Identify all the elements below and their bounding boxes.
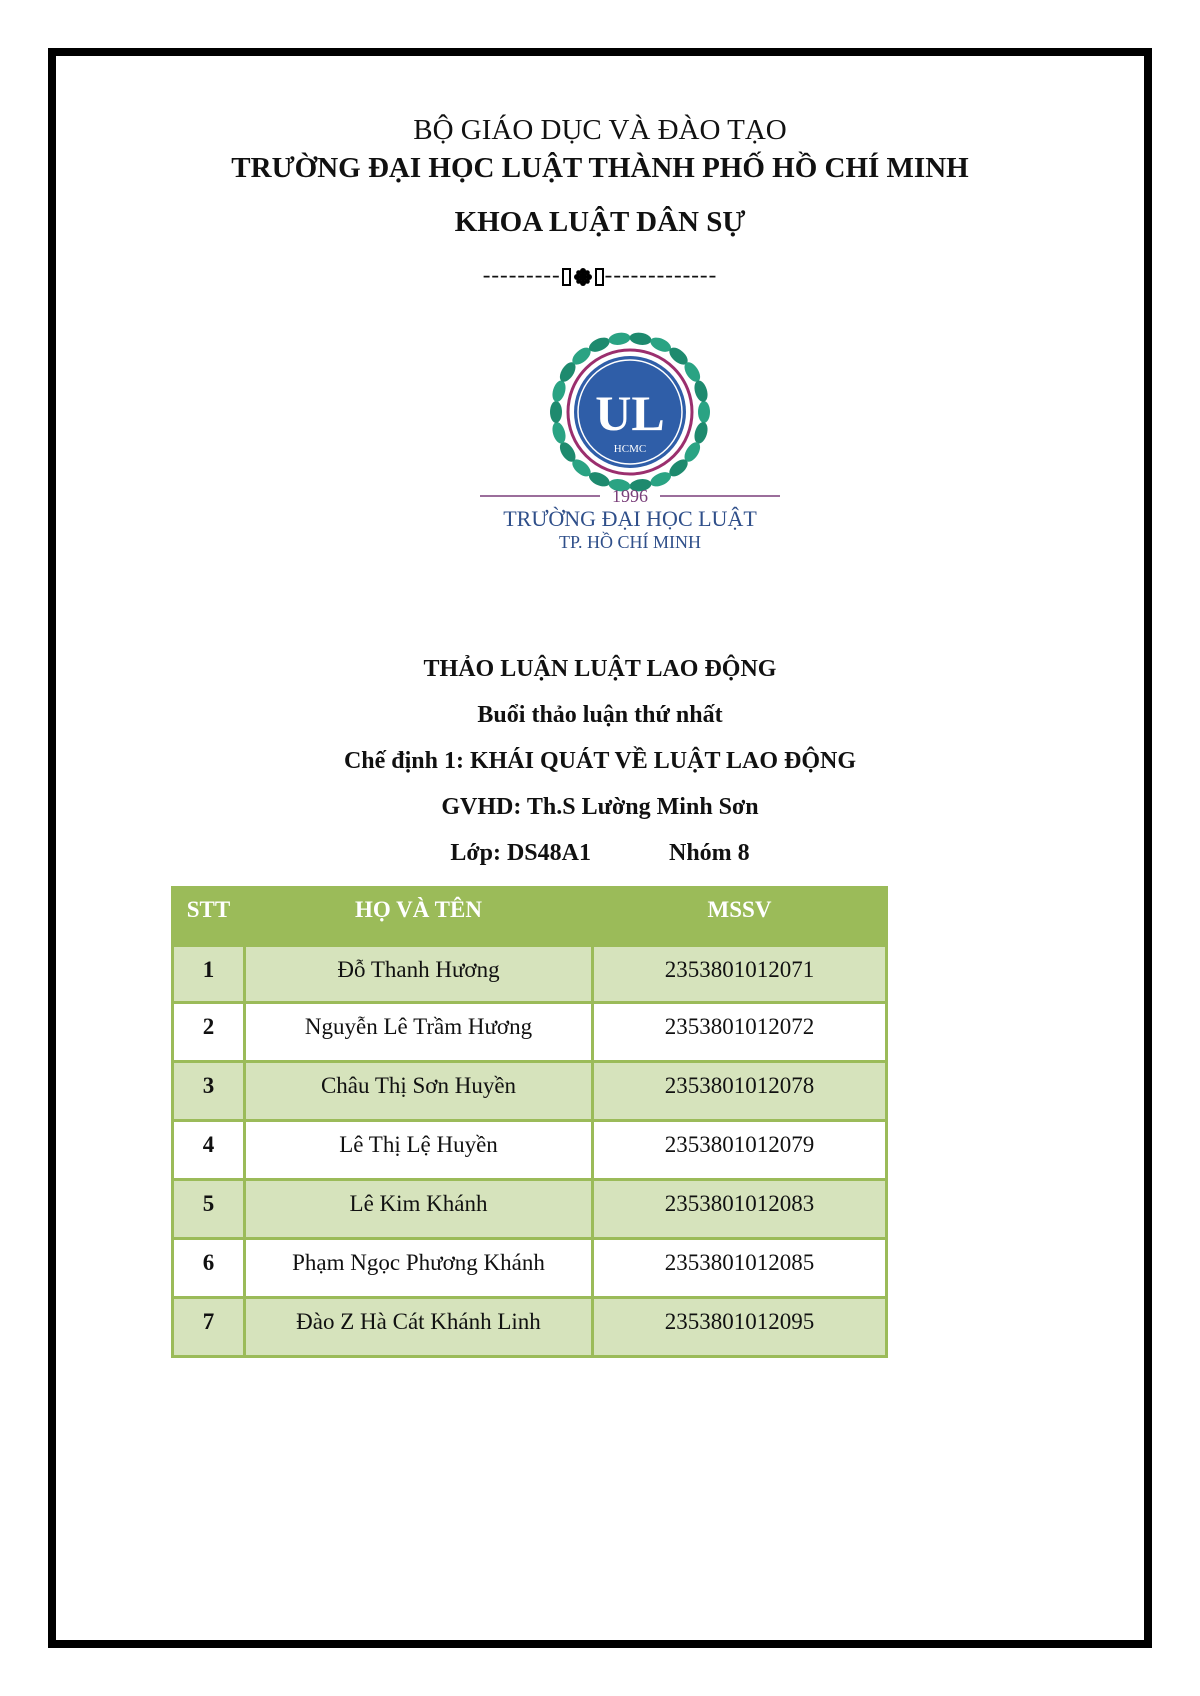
group-label: Nhóm 8 — [668, 840, 750, 866]
row-name: Nguyễn Lê Trầm Hương — [245, 1003, 593, 1062]
row-mssv: 2353801012095 — [593, 1298, 887, 1357]
row-stt: 2 — [173, 1003, 245, 1062]
table-row — [173, 1003, 887, 1062]
row-mssv: 2353801012083 — [593, 1180, 887, 1239]
header-name: HỌ VÀ TÊN — [245, 888, 593, 944]
row-mssv: 2353801012085 — [593, 1239, 887, 1298]
row-stt: 4 — [173, 1121, 245, 1180]
logo-year: 1996 — [612, 486, 648, 506]
document-subject: THẢO LUẬN LUẬT LAO ĐỘNG — [423, 656, 777, 682]
chapter-title: Chế định 1: KHÁI QUÁT VỀ LUẬT LAO ĐỘNG — [343, 748, 857, 774]
row-stt: 6 — [173, 1239, 245, 1298]
laurel-leaf — [629, 331, 652, 346]
logo-badge-text: HCMC — [613, 443, 647, 455]
table-row — [173, 1239, 887, 1298]
table-row — [173, 1062, 887, 1121]
table-row — [173, 944, 887, 1003]
row-name: Phạm Ngọc Phương Khánh — [245, 1239, 593, 1298]
class-group-line — [0, 840, 1200, 867]
logo-monogram: UL — [595, 385, 665, 441]
table-row — [173, 1121, 887, 1180]
row-name: Lê Kim Khánh — [245, 1180, 593, 1239]
row-stt: 3 — [173, 1062, 245, 1121]
session-title: Buổi thảo luận thứ nhất — [477, 702, 723, 728]
university-heading: TRƯỜNG ĐẠI HỌC LUẬT THÀNH PHỐ HỒ CHÍ MINH — [231, 152, 969, 184]
row-stt: 5 — [173, 1180, 245, 1239]
laurel-leaf — [550, 401, 562, 423]
university-logo — [460, 330, 800, 560]
faculty-heading: KHOA LUẬT DÂN SỰ — [454, 206, 746, 238]
class-label: Lớp: DS48A1 — [450, 840, 591, 866]
instructor-line: GVHD: Th.S Lường Minh Sơn — [441, 794, 759, 820]
row-stt: 7 — [173, 1298, 245, 1357]
logo-name-line1: TRƯỜNG ĐẠI HỌC LUẬT — [503, 506, 757, 531]
logo-name-line2: TP. HỒ CHÍ MINH — [558, 532, 702, 552]
row-name: Đỗ Thanh Hương — [245, 944, 593, 1003]
table-row — [173, 1180, 887, 1239]
row-stt: 1 — [173, 944, 245, 1003]
ministry-heading: BỘ GIÁO DỤC VÀ ĐÀO TẠO — [413, 114, 787, 146]
row-mssv: 2353801012079 — [593, 1121, 887, 1180]
header-mssv: MSSV — [593, 888, 887, 944]
row-mssv: 2353801012072 — [593, 1003, 887, 1062]
row-name: Châu Thị Sơn Huyền — [245, 1062, 593, 1121]
row-name: Đào Z Hà Cát Khánh Linh — [245, 1298, 593, 1357]
decorative-separator — [0, 262, 1200, 288]
table-row — [173, 1298, 887, 1357]
row-mssv: 2353801012078 — [593, 1062, 887, 1121]
member-table — [171, 886, 888, 1358]
table-header-row — [173, 888, 887, 944]
laurel-leaf — [608, 331, 631, 346]
row-mssv: 2353801012071 — [593, 944, 887, 1003]
separator-left: --------- — [482, 262, 561, 287]
laurel-leaf — [698, 401, 710, 423]
header-stt: STT — [173, 888, 245, 944]
flower-ornament-icon — [561, 266, 605, 288]
separator-right: ------------- — [604, 262, 718, 287]
row-name: Lê Thị Lệ Huyền — [245, 1121, 593, 1180]
